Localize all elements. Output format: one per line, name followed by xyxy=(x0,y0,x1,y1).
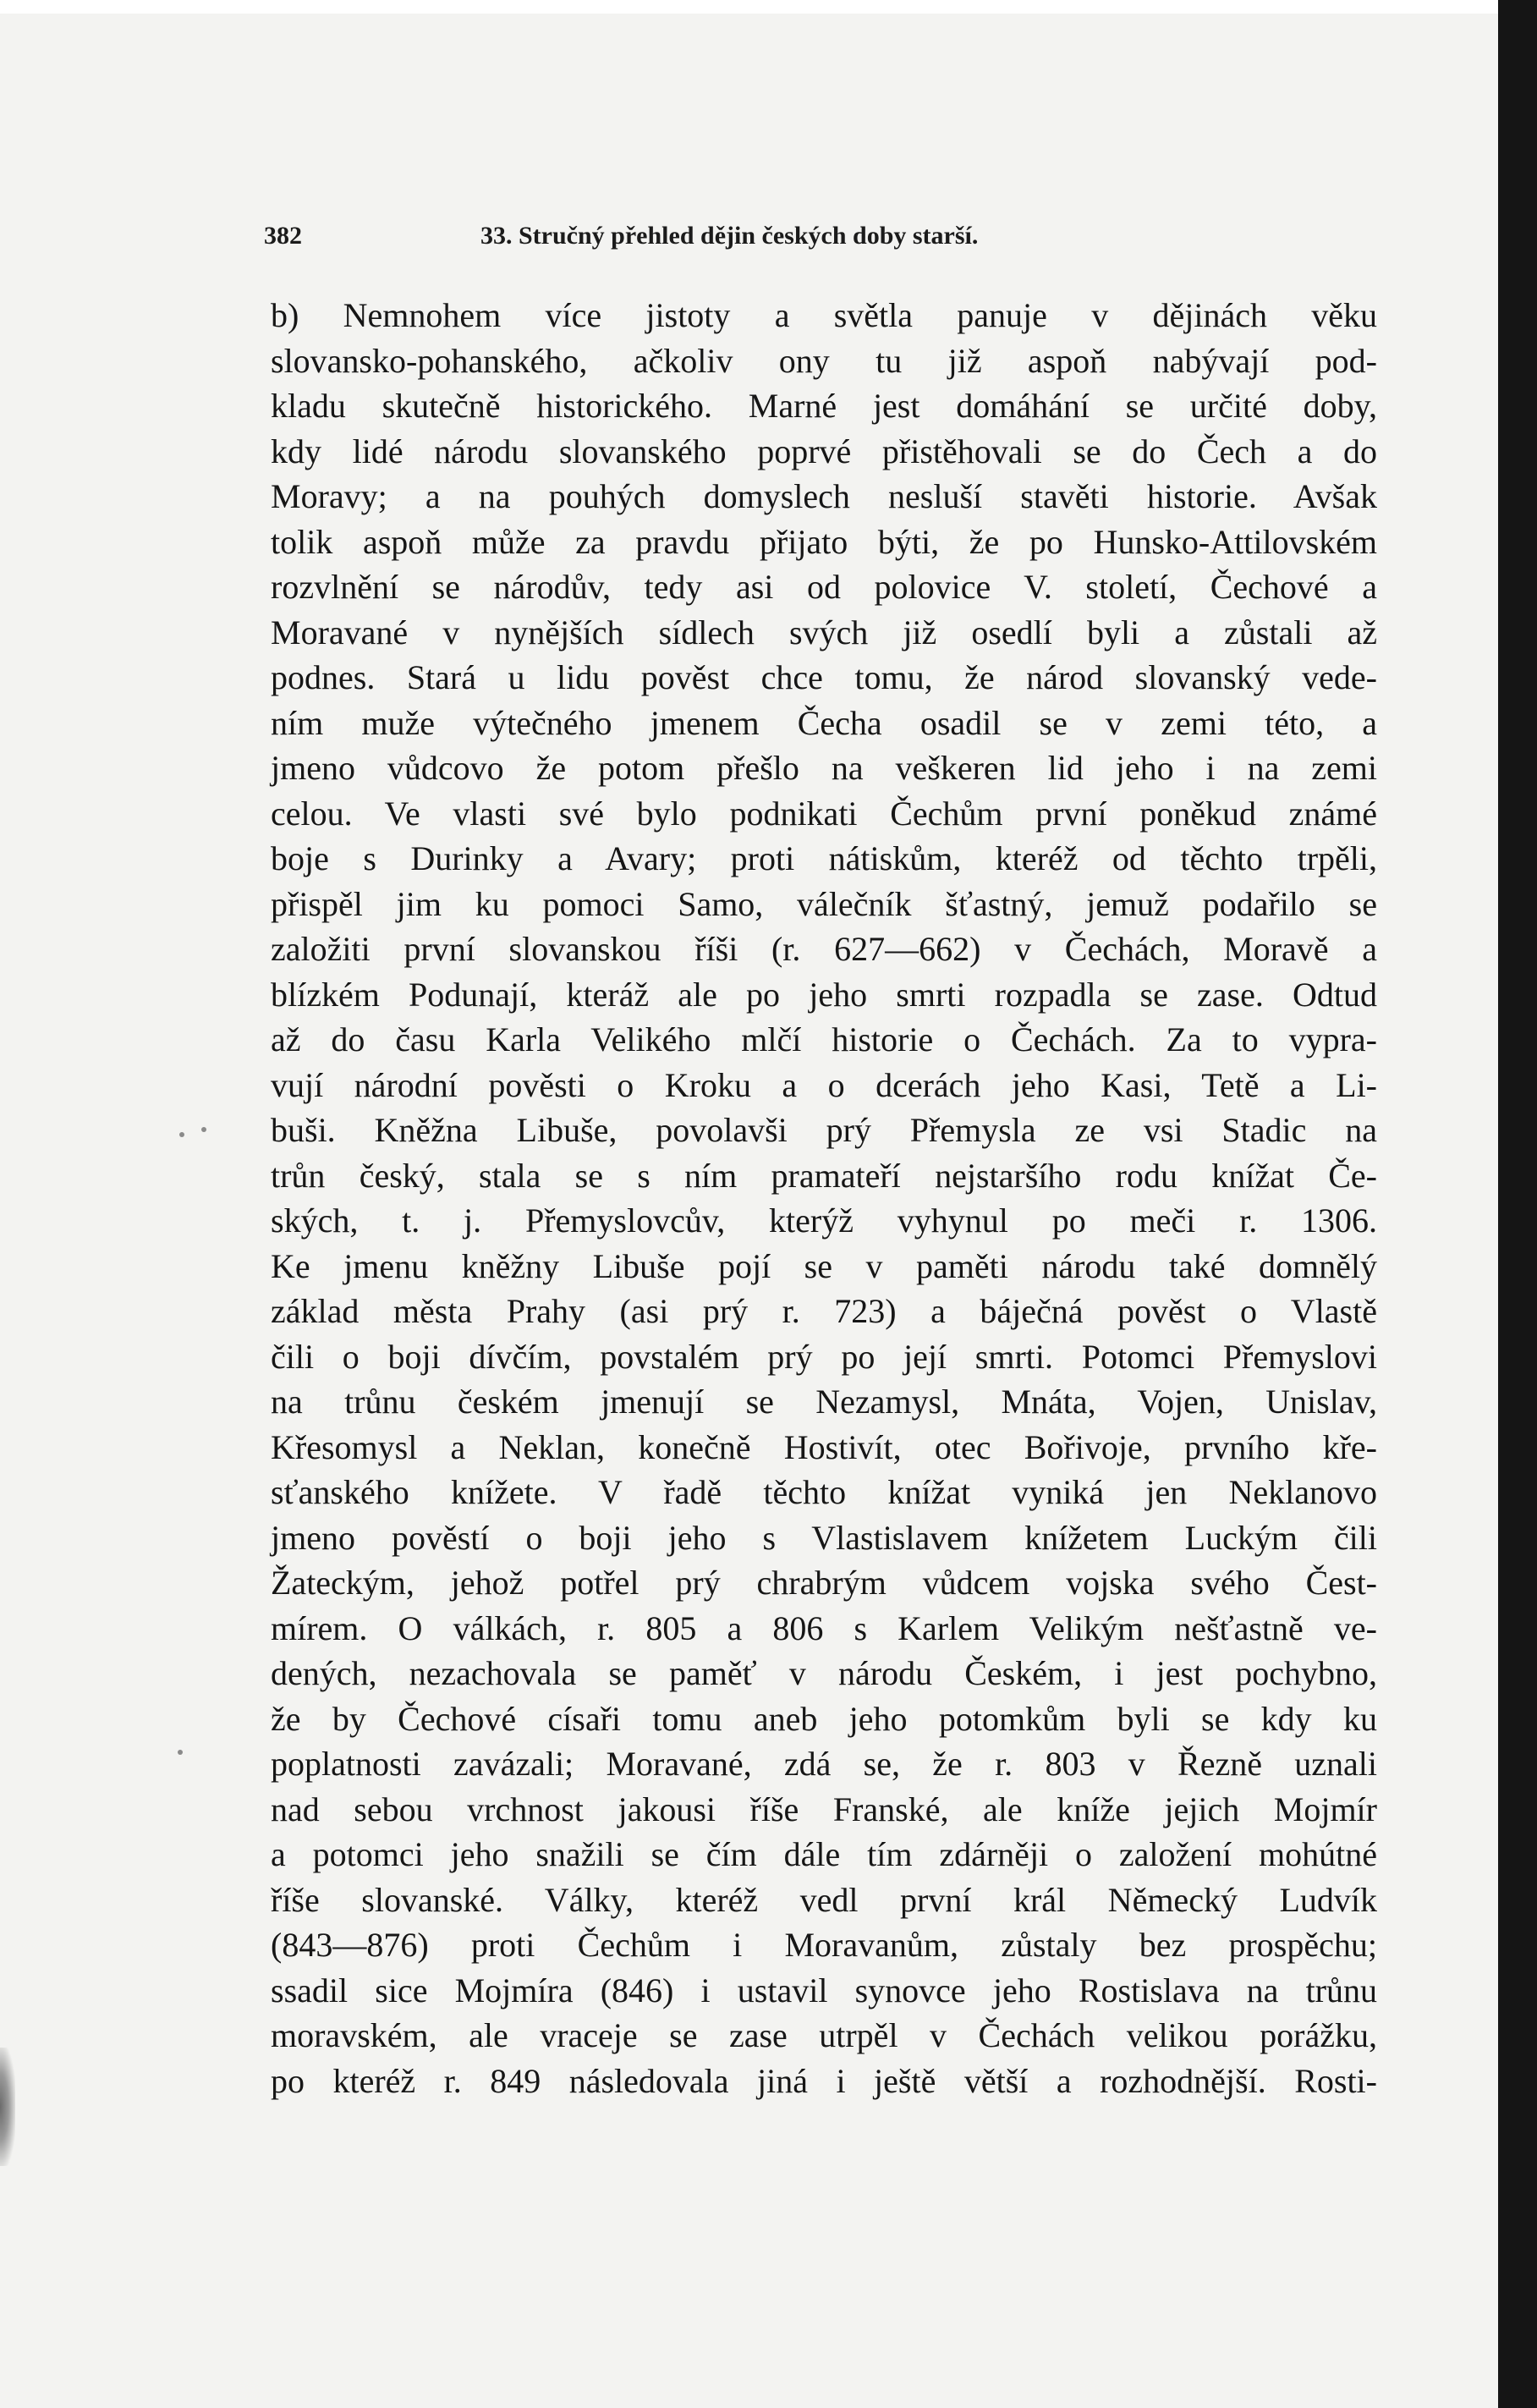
text-line: říše slovanské. Války, kteréž vedl první král Německý Ludvík xyxy=(271,1880,1377,1919)
top-margin-strip xyxy=(0,0,1537,14)
text-line: poplatnosti zavázali; Moravané, zdá se, že r. 803 v Řezně uznali xyxy=(271,1745,1377,1783)
text-line: celou. Ve vlasti své bylo podnikati Čechům první poněkud známé xyxy=(271,794,1377,833)
text-line: boje s Durinky a Avary; proti nátiskům, kteréž od těchto trpěli, xyxy=(271,839,1377,877)
scan-smudge xyxy=(0,2048,15,2166)
text-line: kladu skutečně historického. Marné jest domáhání se určité doby, xyxy=(271,387,1377,425)
text-line: založiti první slovanskou říši (r. 627—662) v Čechách, Moravě a xyxy=(271,930,1377,968)
text-line: ním muže výtečného jmenem Čecha osadil se v zemi této, a xyxy=(271,703,1377,742)
running-head: 33. Stručný přehled dějin českých doby starší. xyxy=(480,222,979,250)
text-line: Žateckým, jehož potřel prý chrabrým vůdcem vojska svého Čest- xyxy=(271,1564,1377,1602)
text-line: b) Nemnohem více jistoty a světla panuje v dějinách věku xyxy=(271,296,1377,334)
text-line: podnes. Stará u lidu pověst chce tomu, že národ slovanský vede- xyxy=(271,658,1377,696)
text-line: ských, t. j. Přemyslovcův, kterýž vyhynul po meči r. 1306. xyxy=(271,1201,1377,1240)
text-line: jmeno pověstí o boji jeho s Vlastislavem knížetem Luckým čili xyxy=(271,1518,1377,1557)
text-line: sťanského knížete. V řadě těchto knížat vyniká jen Neklanovo xyxy=(271,1473,1377,1511)
text-line: základ města Prahy (asi prý r. 723) a báječná pověst o Vlastě xyxy=(271,1292,1377,1330)
text-line: slovansko-pohanského, ačkoliv ony tu již aspoň nabývají pod- xyxy=(271,341,1377,380)
text-line: dených, nezachovala se paměť v národu Českém, i jest pochybno, xyxy=(271,1654,1377,1692)
scan-speck xyxy=(179,1132,184,1137)
text-line: Moravy; a na pouhých domyslech nesluší stavěti historie. Avšak xyxy=(271,477,1377,515)
text-line: Ke jmenu kněžny Libuše pojí se v paměti národu také domnělý xyxy=(271,1246,1377,1285)
text-line: po kteréž r. 849 následovala jiná i ještě větší a rozhodnější. Rosti- xyxy=(271,2061,1377,2100)
scan-binding-edge xyxy=(1498,0,1537,2408)
text-line: a potomci jeho snažili se čím dále tím zdárněji o založení mohútné xyxy=(271,1835,1377,1873)
text-line: rozvlnění se národův, tedy asi od polovice V. století, Čechové a xyxy=(271,568,1377,606)
page-number: 382 xyxy=(264,222,302,250)
text-line: že by Čechové císaři tomu aneb jeho potomkům byli se kdy ku xyxy=(271,1699,1377,1738)
text-line: přispěl jim ku pomoci Samo, válečník šťastný, jemuž podařilo se xyxy=(271,884,1377,923)
text-line: trůn český, stala se s ním pramateří nejstaršího rodu knížat Če- xyxy=(271,1156,1377,1195)
text-line: ssadil sice Mojmíra (846) i ustavil synovce jeho Rostislava na trůnu xyxy=(271,1971,1377,2009)
text-line: až do času Karla Velikého mlčí historie o Čechách. Za to vypra- xyxy=(271,1020,1377,1058)
text-line: nad sebou vrchnost jakousi říše Franské, ale kníže jejich Mojmír xyxy=(271,1790,1377,1828)
text-line: mírem. O válkách, r. 805 a 806 s Karlem Velikým nešťastně ve- xyxy=(271,1608,1377,1647)
text-line: blízkém Podunají, kteráž ale po jeho smrti rozpadla se zase. Odtud xyxy=(271,975,1377,1014)
text-line: Křesomysl a Neklan, konečně Hostivít, otec Bořivoje, prvního kře- xyxy=(271,1427,1377,1466)
scan-speck xyxy=(201,1127,206,1132)
text-line: moravském, ale vraceje se zase utrpěl v Čechách velikou porážku, xyxy=(271,2016,1377,2054)
text-line: (843—876) proti Čechům i Moravanům, zůstaly bez prospěchu; xyxy=(271,1926,1377,1964)
page-header xyxy=(264,222,1161,259)
text-line: vují národní pověsti o Kroku a o dcerách jeho Kasi, Tetě a Li- xyxy=(271,1065,1377,1104)
text-line: buši. Kněžna Libuše, povolavši prý Přemysla ze vsi Stadic na xyxy=(271,1111,1377,1149)
text-line: kdy lidé národu slovanského poprvé přistěhovali se do Čech a do xyxy=(271,432,1377,470)
text-line: tolik aspoň může za pravdu přijato býti, že po Hunsko-Attilovském xyxy=(271,522,1377,561)
body-paragraph xyxy=(271,293,1377,2103)
scan-speck xyxy=(178,1750,183,1755)
text-line: Moravané v nynějších sídlech svých již osedlí byli a zůstali až xyxy=(271,613,1377,651)
text-line: na trůnu českém jmenují se Nezamysl, Mnáta, Vojen, Unislav, xyxy=(271,1383,1377,1421)
text-line: čili o boji dívčím, povstalém prý po její smrti. Potomci Přemyslovi xyxy=(271,1337,1377,1376)
text-line: jmeno vůdcovo že potom přešlo na veškeren lid jeho i na zemi xyxy=(271,749,1377,787)
